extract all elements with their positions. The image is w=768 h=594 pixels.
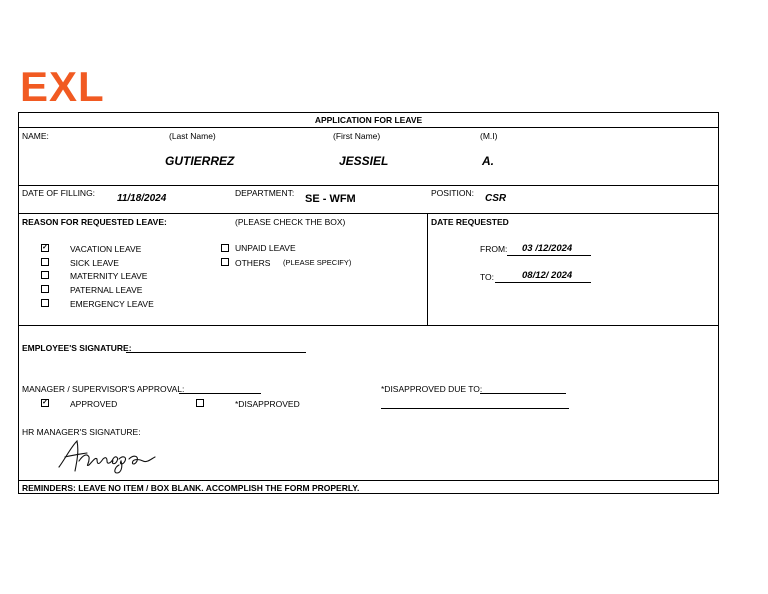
vacation-leave-checkbox[interactable] — [41, 244, 49, 252]
divider — [19, 480, 718, 481]
divider — [19, 127, 718, 128]
disapproved-label: *DISAPPROVED — [235, 399, 300, 409]
position-label: POSITION: — [431, 188, 474, 198]
disapproved-due-line — [480, 393, 566, 394]
employee-signature-line — [126, 352, 306, 353]
employee-signature-label: EMPLOYEE'S SIGNATURE: — [22, 343, 132, 353]
form-title: APPLICATION FOR LEAVE — [314, 115, 423, 125]
department-value: SE - WFM — [305, 193, 356, 205]
leave-application-form — [18, 112, 719, 494]
mi-label: (M.I) — [480, 131, 498, 141]
sick-leave-checkbox[interactable] — [41, 258, 49, 266]
last-name-value: GUTIERREZ — [165, 154, 235, 168]
maternity-leave-checkbox[interactable] — [41, 271, 49, 279]
disapproved-checkbox[interactable] — [196, 399, 204, 407]
approved-label: APPROVED — [70, 399, 118, 409]
exl-logo: EXL — [20, 63, 105, 110]
disapproved-due-label: *DISAPPROVED DUE TO: — [381, 384, 483, 394]
manager-approval-label: MANAGER / SUPERVISOR'S APPROVAL: — [22, 384, 185, 394]
to-label: TO: — [480, 272, 495, 282]
name-label: NAME: — [22, 131, 49, 141]
to-underline — [495, 282, 591, 283]
unpaid-leave-label: UNPAID LEAVE — [235, 243, 296, 253]
manager-approval-line — [179, 393, 261, 394]
from-date-value: 03 /12/2024 — [522, 243, 573, 254]
mi-value: A. — [482, 154, 494, 168]
divider — [19, 213, 718, 214]
date-filing-value: 11/18/2024 — [117, 193, 167, 204]
others-label: OTHERS — [235, 258, 271, 268]
first-name-value: JESSIEL — [339, 154, 389, 168]
emergency-leave-checkbox[interactable] — [41, 299, 49, 307]
unpaid-leave-checkbox[interactable] — [221, 244, 229, 252]
check-box-instruction: (PLEASE CHECK THE BOX) — [235, 217, 346, 227]
sick-leave-label: SICK LEAVE — [70, 258, 119, 268]
from-underline — [507, 255, 591, 256]
divider — [19, 185, 718, 186]
approved-checkbox[interactable] — [41, 399, 49, 407]
emergency-leave-label: EMERGENCY LEAVE — [70, 299, 154, 309]
to-date-value: 08/12/ 2024 — [522, 270, 573, 281]
divider — [427, 213, 428, 325]
others-checkbox[interactable] — [221, 258, 229, 266]
last-name-label: (Last Name) — [169, 131, 216, 141]
position-value: CSR — [485, 193, 507, 204]
from-label: FROM: — [480, 244, 508, 254]
disapproved-reason-line — [381, 408, 569, 409]
date-filing-label: DATE OF FILLING: — [22, 188, 96, 198]
hr-signature-image — [55, 437, 159, 475]
first-name-label: (First Name) — [333, 131, 381, 141]
divider — [19, 325, 718, 326]
please-specify-label: (PLEASE SPECIFY) — [283, 258, 352, 267]
paternal-leave-checkbox[interactable] — [41, 285, 49, 293]
department-label: DEPARTMENT: — [235, 188, 295, 198]
hr-signature-label: HR MANAGER'S SIGNATURE: — [22, 427, 141, 437]
reason-label: REASON FOR REQUESTED LEAVE: — [22, 217, 167, 227]
maternity-leave-label: MATERNITY LEAVE — [70, 271, 148, 281]
paternal-leave-label: PATERNAL LEAVE — [70, 285, 143, 295]
vacation-leave-label: VACATION LEAVE — [70, 244, 142, 254]
reminders-text: REMINDERS: LEAVE NO ITEM / BOX BLANK. ACCOMPLISH THE FORM PROPERLY. — [22, 483, 360, 493]
date-requested-label: DATE REQUESTED — [431, 217, 509, 227]
